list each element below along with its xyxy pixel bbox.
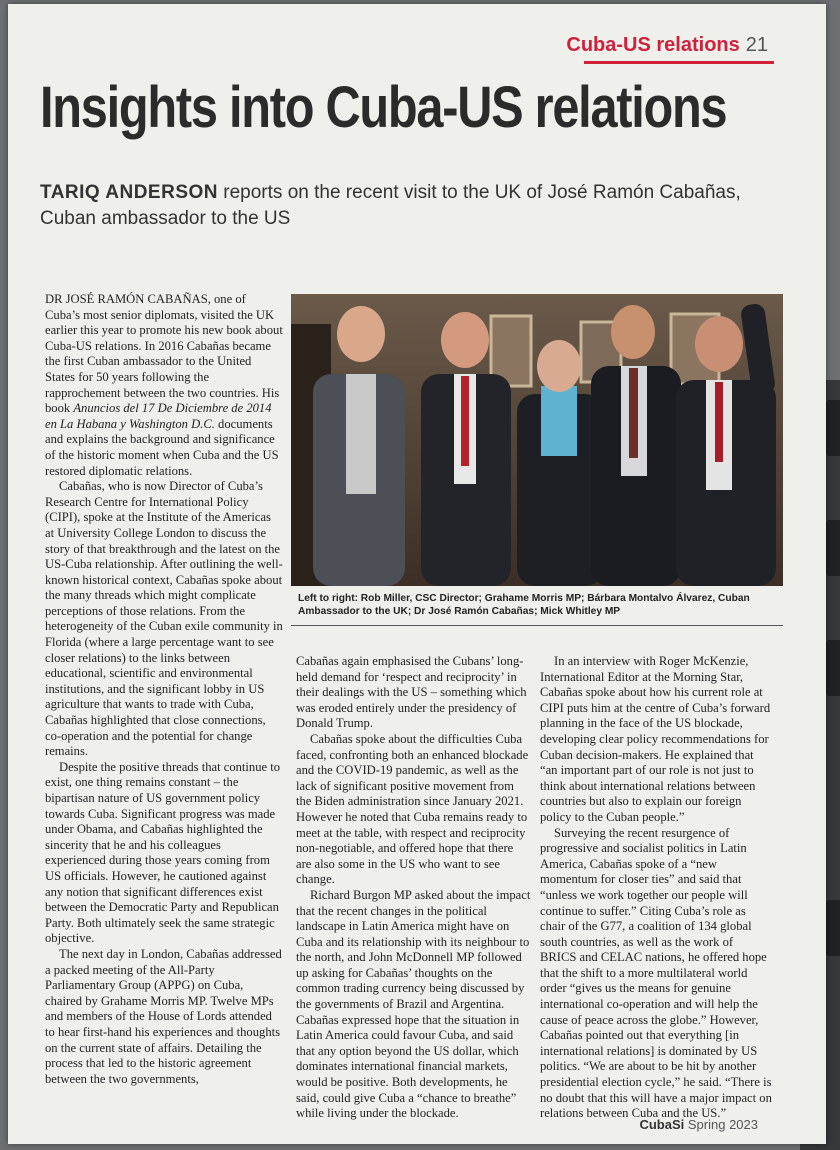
issue-label: Spring 2023 xyxy=(687,1117,758,1132)
headline: Insights into Cuba-US relations xyxy=(40,75,727,140)
paragraph: Surveying the recent resurgence of progressive and socialist politics in Latin America, Cabañas spoke of a “new momentum for closer ties” and said that “unless we work together our people will continue to suffer.” Citing Cuba’s role as chair of the G77, a coalition of 134 global south countries, as well as the work of BRICS and CELAC nations, he offered hope that the shift to a more multilateral world order “gives us the means for genuine international co-operation and will help the cause of peace across the globe.” However, Cabañas pointed out that everything [in international relations] is dominated by US politics. “We are about to be hit by another presidential election cycle,” he said. “There is no doubt that this will have a major impact on relations between Cuba and the US.” xyxy=(540,825,772,1121)
device-key xyxy=(826,520,840,576)
lead-in: DR JOSÉ RAMÓN CABAÑAS, xyxy=(45,292,211,306)
photo-caption: Left to right: Rob Miller, CSC Director; Grahame Morris MP; Bárbara Montalvo Álvarez, Cuban Ambassador to the UK; Dr José Ramón Cabañas; Mick Whitley MP xyxy=(298,593,750,617)
article-column-1 xyxy=(45,292,283,1087)
paragraph: Despite the positive threads that continue to exist, one thing remains constant – the bipartisan nature of US government policy towards Cuba. Significant progress was made under Obama, and Cabañas highlighted the sincerity that he and his colleagues experienced during those years coming from US officials. However, he cautioned against any notion that significant differences exist between the Democratic Party and Republican Party. Both ultimately seek the same strategic objective. xyxy=(45,759,281,946)
running-head xyxy=(566,34,768,57)
paragraph xyxy=(45,292,283,479)
device-key xyxy=(826,640,840,696)
group-photo-illustration xyxy=(291,294,783,586)
caption-rule xyxy=(291,625,783,626)
standfirst xyxy=(40,180,800,232)
paragraph: Cabañas again emphasised the Cubans’ long-held demand for ‘respect and reciprocity’ in their dealings with the US – something which was eroded entirely under the presidency of Donald Trump. xyxy=(296,654,527,731)
paragraph-text: one of Cuba’s most senior diplomats, visited the UK earlier this year to promote his new book about Cuba-US relations. In 2016 Cabañas became the first Cuban ambassador to the United States for 50 years following the rapprochement between the two countries. His book xyxy=(45,292,283,416)
page-number: 21 xyxy=(745,34,768,56)
author-name: TARIQ ANDERSON xyxy=(40,182,218,203)
section-title: Cuba-US relations xyxy=(566,34,740,56)
paragraph-text: documents and explains the background and significance of the historic moment when Cuba and the US restored diplomatic relations. xyxy=(45,416,279,478)
page-footer xyxy=(639,1117,758,1132)
standfirst-text: reports on the recent visit to the UK of José Ramón Cabañas, Cuban ambassador to the US xyxy=(40,182,741,229)
magazine-page xyxy=(8,4,826,1144)
magazine-name: CubaSi xyxy=(639,1117,685,1132)
paragraph: The next day in London, Cabañas addressed a packed meeting of the All-Party Parliamentary Group (APPG) on Cuba, chaired by Grahame Morris MP. Twelve MPs and members of the House of Lords attended to hear first-hand his experiences and thoughts on the current state of affairs. Detailing the process that led to the historic agreement between the two governments, xyxy=(45,946,282,1086)
article-column-3 xyxy=(540,654,772,1122)
book-title: Anuncios del 17 De Diciembre de 2014 en La Habana y Washington D.C. xyxy=(45,401,272,431)
paragraph: Cabañas, who is now Director of Cuba’s Research Centre for International Policy (CIPI), spoke at the Institute of the Americas at University College London to discuss the story of that breakthrough and the latest on the US-Cuba relationship. After outlining the well-known historical context, Cabañas spoke about the many threads which might complicate perceptions of those relations. From the heterogeneity of the Cuban exile community in Florida (where a large percentage want to see closer relations) to the links between educational, scientific and environmental institutions, and the significant lobby in US agriculture that wants to trade with Cuba, Cabañas highlighted that close connections, co-operation and the potential for change remains. xyxy=(45,479,283,759)
group-photo xyxy=(291,294,783,586)
paragraph: Richard Burgon MP asked about the impact that the recent changes in the political landscape in Latin America might have on Cuba and its relationship with its neighbour to the north, and John McDonnell MP followed up asking for Cabañas’ thoughts on the common trading currency being discussed by the governments of Brazil and Argentina. Cabañas expressed hope that the situation in Latin America could favour Cuba, and said that any option beyond the US dollar, which dominates international financial markets, would be positive. Both developments, he said, could give Cuba a “chance to breathe” while living under the blockade. xyxy=(296,887,531,1121)
device-key xyxy=(826,900,840,956)
article-column-2 xyxy=(296,654,531,1122)
device-key xyxy=(826,400,840,456)
paragraph: In an interview with Roger McKenzie, International Editor at the Morning Star, Cabañas spoke about how his current role at CIPI puts him at the centre of Cuba’s forward planning in the face of the US blockade, developing clear policy recommendations for Cuban decision-makers. He explained that “an important part of our role is not just to think about international relations between countries but also to explain our foreign policy to the Cuban people.” xyxy=(540,654,771,824)
section-rule xyxy=(584,61,774,64)
paragraph: Cabañas spoke about the difficulties Cuba faced, confronting both an enhanced blockade and the COVID-19 pandemic, as well as the lack of significant positive movement from the Biden administration since January 2021. However he noted that Cuba remains ready to meet at the table, with respect and reciprocity non-negotiable, and offered hope that there are also some in the US who want to see change. xyxy=(296,731,529,887)
